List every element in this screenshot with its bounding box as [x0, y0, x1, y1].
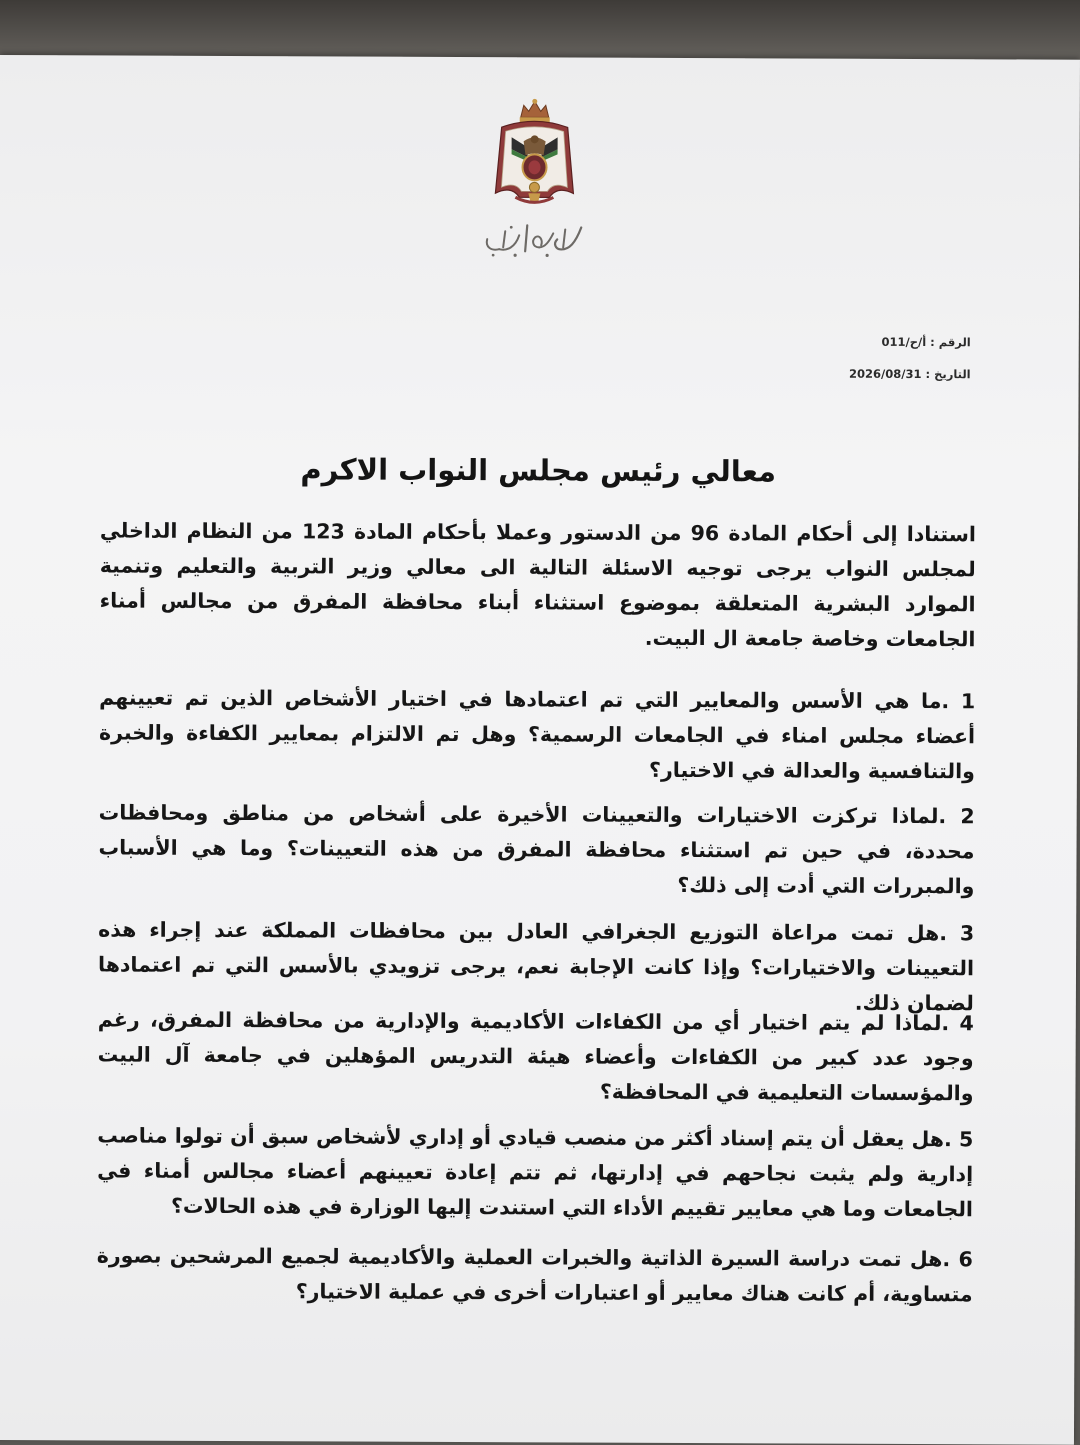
- jordan-coat-of-arms-icon: [487, 97, 582, 217]
- reference-date-value: 2026/08/31: [849, 366, 922, 382]
- question-item: [97, 1238, 973, 1312]
- council-calligraphy-logo: [469, 217, 599, 266]
- question-text: .هل تمت مراعاة التوزيع الجغرافي العادل بين محافظات المملكة عند إجراء هذه التعيينات والاختيارات؟ وإذا كانت الإجابة نعم، يرجى تزويدي بالأسس التي تم اعتمادها لضمان ذلك.: [97, 917, 975, 1016]
- question-number: 1: [960, 689, 976, 714]
- addressee-heading: معالي رئيس مجلس النواب الاكرم: [300, 452, 777, 489]
- reference-number-value: أ/ح/011: [881, 334, 927, 350]
- question-number: 3: [959, 921, 975, 946]
- question-text: .هل يعقل أن يتم إسناد أكثر من منصب قيادي أو إداري لأشخاص سبق أن تولوا مناصب إدارية ولم يثبت نجاحهم في إدارتها، ثم تتم إعادة تعيينهم أعضاء مجالس أمناء في الجامعات وما هي معايير تقييم الأداء التي استندت إليها الوزارة في هذه الحالات؟: [97, 1123, 974, 1222]
- question-item: [97, 1002, 973, 1111]
- reference-date-label: التاريخ :: [925, 367, 971, 382]
- question-text: .لماذا لم يتم اختيار أي من الكفاءات الأكاديمية والإدارية من محافظة المفرق، رغم وجود عدد كبير من الكفاءات وأعضاء هيئة التدريس المؤهلين في جامعة آل البيت والمؤسسات التعليمية في المحافظة؟: [97, 1007, 974, 1106]
- question-text: .لماذا تركزت الاختيارات والتعيينات الأخيرة على أشخاص من مناطق ومحافظات محددة، في حين تم استثناء محافظة المفرق من هذه التعيينات؟ وما هي الأسباب والمبررات التي أدت إلى ذلك؟: [98, 800, 975, 899]
- letter-page: [0, 55, 1080, 1445]
- question-item: [98, 795, 974, 904]
- question-item: [99, 680, 975, 789]
- question-text: .ما هي الأسس والمعايير التي تم اعتمادها في اختيار الأشخاص الذين تم تعيينهم أعضاء مجلس امناء في الجامعات الرسمية؟ وهل تم الالتزام بمعايير الكفاءة والخبرة والتنافسية والعدالة في الاختيار؟: [98, 685, 976, 784]
- question-number: 4: [959, 1011, 974, 1036]
- reference-number-label: الرقم :: [930, 335, 971, 350]
- question-number: 5: [958, 1127, 974, 1152]
- question-text: .هل تمت دراسة السيرة الذاتية والخبرات العملية والأكاديمية لجميع المرشحين بصورة متساوية، أم كانت هناك معايير أو اعتبارات أخرى في عملية الاختيار؟: [96, 1243, 973, 1307]
- reference-date: [849, 366, 971, 402]
- reference-number: [849, 334, 971, 370]
- question-number: 2: [960, 804, 975, 829]
- reference-block: [849, 334, 971, 402]
- question-number: 6: [958, 1247, 973, 1272]
- question-item: [97, 1118, 973, 1227]
- intro-paragraph: استنادا إلى أحكام المادة 96 من الدستور وعملا بأحكام المادة 123 من النظام الداخلي لمجلس النواب يرجى توجيه الاسئلة التالية الى معالي وزير التربية والتعليم وتنمية الموارد البشرية المتعلقة بموضوع استثناء أبناء محافظة المفرق من مجالس أمناء الجامعات وخاصة جامعة ال البيت.: [99, 518, 976, 652]
